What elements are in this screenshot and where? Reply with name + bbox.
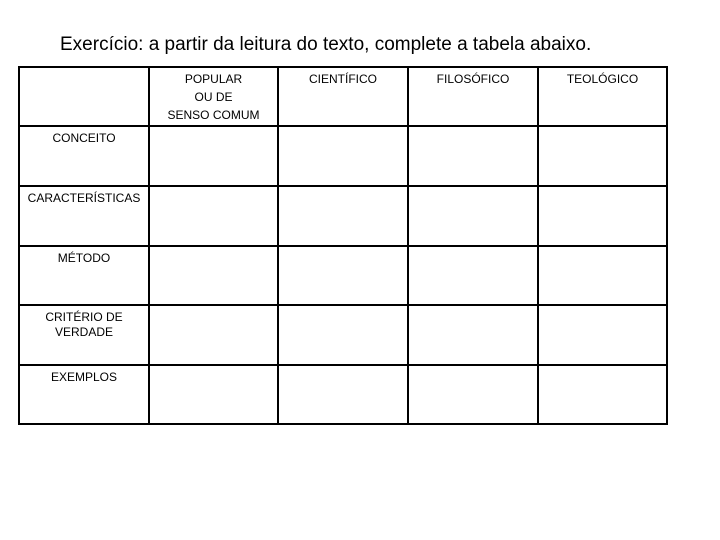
answer-cell[interactable] — [149, 246, 278, 305]
answer-cell[interactable] — [149, 126, 278, 186]
answer-cell[interactable] — [278, 305, 408, 365]
answer-cell[interactable] — [278, 365, 408, 424]
row-label-caracteristicas: CARACTERÍSTICAS — [19, 186, 149, 246]
answer-cell[interactable] — [408, 305, 538, 365]
table-row — [19, 186, 667, 246]
column-header-popular: POPULAR OU DE SENSO COMUM — [149, 67, 278, 126]
answer-cell[interactable] — [149, 365, 278, 424]
comparison-table — [18, 66, 668, 425]
column-header-filosofico: FILOSÓFICO — [408, 67, 538, 126]
table-row — [19, 246, 667, 305]
row-label-criterio-de-verdade: CRITÉRIO DE VERDADE — [19, 305, 149, 365]
table-row — [19, 365, 667, 424]
answer-cell[interactable] — [538, 186, 667, 246]
answer-cell[interactable] — [538, 126, 667, 186]
answer-cell[interactable] — [538, 365, 667, 424]
answer-cell[interactable] — [149, 186, 278, 246]
row-label-metodo: MÉTODO — [19, 246, 149, 305]
answer-cell[interactable] — [408, 365, 538, 424]
answer-cell[interactable] — [408, 186, 538, 246]
column-header-teologico: TEOLÓGICO — [538, 67, 667, 126]
corner-cell — [19, 67, 149, 126]
answer-cell[interactable] — [278, 186, 408, 246]
column-header-cientifico: CIENTÍFICO — [278, 67, 408, 126]
answer-cell[interactable] — [408, 246, 538, 305]
answer-cell[interactable] — [408, 126, 538, 186]
answer-cell[interactable] — [538, 246, 667, 305]
row-label-exemplos: EXEMPLOS — [19, 365, 149, 424]
exercise-title: Exercício: a partir da leitura do texto, complete a tabela abaixo. — [60, 34, 592, 55]
answer-cell[interactable] — [278, 246, 408, 305]
row-label-conceito: CONCEITO — [19, 126, 149, 186]
header-row — [19, 67, 667, 126]
answer-cell[interactable] — [149, 305, 278, 365]
table-row — [19, 305, 667, 365]
table-row — [19, 126, 667, 186]
answer-cell[interactable] — [278, 126, 408, 186]
answer-cell[interactable] — [538, 305, 667, 365]
